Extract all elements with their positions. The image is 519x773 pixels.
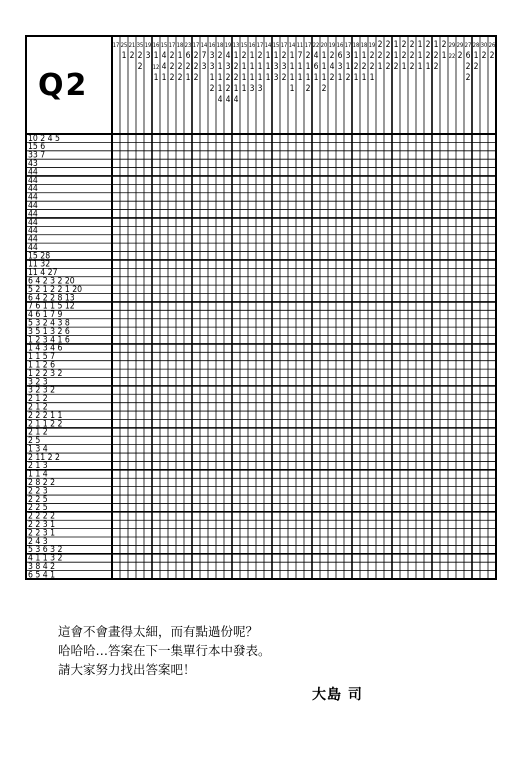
column-clue: 2 — [385, 51, 391, 61]
column-clue: 1 — [249, 62, 255, 72]
column-clue: 2 — [465, 73, 471, 83]
column-clue: 1 — [393, 40, 399, 50]
column-clue: 28 — [472, 42, 480, 49]
row-clue: 2 4 3 — [28, 536, 48, 547]
column-clue: 2 — [257, 51, 263, 61]
row-clue: 11 32 — [28, 259, 51, 270]
column-clue: 1 — [273, 51, 279, 61]
row-clue: 3 2 3 — [28, 377, 48, 388]
row-clue: 6 4 2 2 8 13 — [28, 293, 75, 304]
row-clue: 1 1 5 7 — [28, 352, 56, 363]
column-clue: 17 — [344, 42, 352, 49]
column-clue: 2 — [209, 84, 215, 94]
column-clue: 6 — [185, 51, 191, 61]
column-clue: 1 — [417, 62, 423, 72]
row-clue: 1 2 2 3 2 — [28, 368, 63, 379]
column-clue: 2 — [225, 84, 231, 94]
column-clue: 17 — [112, 42, 120, 49]
column-clue: 1 — [265, 73, 271, 83]
row-clue: 5 3 6 3 2 — [28, 545, 63, 556]
row-clue: 7 6 1 1 5 12 — [28, 301, 75, 312]
column-clue: 1 — [321, 51, 327, 61]
column-clue: 14 — [200, 42, 208, 49]
column-clue: 22 — [448, 53, 456, 60]
column-clue: 22 — [312, 42, 320, 49]
column-clue: 2 — [305, 84, 311, 94]
column-clue: 6 — [337, 51, 343, 61]
column-clue: 1 — [377, 62, 383, 72]
column-clue: 1 — [161, 73, 167, 83]
row-clue: 10 2 4 5 — [28, 133, 60, 144]
column-clue: 2 — [329, 51, 335, 61]
column-clue: 4 — [161, 51, 167, 61]
column-clue: 19 — [224, 42, 232, 49]
row-clue: 2 2 3 1 — [28, 528, 56, 539]
row-clue: 2 11 2 2 — [28, 452, 60, 463]
row-clue: 2 2 5 — [28, 503, 48, 514]
column-clue: 7 — [201, 51, 207, 61]
row-clue: 2 8 2 2 — [28, 478, 56, 489]
column-clue: 2 — [377, 51, 383, 61]
column-clue: 2 — [177, 73, 183, 83]
column-clue: 2 — [281, 73, 287, 83]
column-clue: 2 — [489, 51, 495, 61]
column-clue: 1 — [217, 73, 223, 83]
column-clue: 2 — [225, 73, 231, 83]
column-clue: 4 — [217, 95, 223, 105]
column-clue: 16 — [208, 42, 216, 49]
column-clue: 2 — [361, 62, 367, 72]
column-clue: 29 — [448, 42, 456, 49]
column-clue: 2 — [233, 73, 239, 83]
column-clue: 2 — [137, 51, 143, 61]
row-clue: 5 2 1 2 2 1 20 — [28, 284, 83, 295]
column-clue: 2 — [401, 40, 407, 50]
column-clue: 2 — [473, 62, 479, 72]
column-clue: 2 — [193, 51, 199, 61]
column-clue: 4 — [225, 95, 231, 105]
column-clue: 1 — [289, 73, 295, 83]
column-clue: 1 — [417, 51, 423, 61]
column-clue: 1 — [353, 73, 359, 83]
column-clue: 1 — [297, 62, 303, 72]
column-clue: 2 — [177, 62, 183, 72]
row-clue: 11 4 27 — [28, 268, 58, 279]
column-clue: 12 — [152, 64, 160, 71]
column-clue: 1 — [393, 51, 399, 61]
row-clue: 44 — [28, 226, 38, 237]
column-clue: 35 — [136, 42, 144, 49]
column-clue: 3 — [273, 62, 279, 72]
caption-line-3: 請大家努力找出答案吧！ — [58, 662, 196, 677]
row-clue: 1 1 4 — [28, 469, 48, 480]
column-clue: 2 — [169, 62, 175, 72]
column-clue: 6 — [313, 62, 319, 72]
row-clue: 3 5 1 3 2 6 — [28, 326, 70, 337]
column-clue: 14 — [264, 42, 272, 49]
row-clue: 44 — [28, 175, 38, 186]
column-clue: 1 — [217, 62, 223, 72]
column-clue: 2 — [345, 73, 351, 83]
column-clue: 1 — [361, 73, 367, 83]
row-clue: 2 1 1 2 2 — [28, 419, 63, 430]
caption-line-2: 哈哈哈…答案在下一集單行本中發表。 — [58, 643, 271, 658]
column-clue: 1 — [177, 51, 183, 61]
column-clue: 19 — [328, 42, 336, 49]
column-clue: 2 — [241, 51, 247, 61]
column-clue: 7 — [297, 51, 303, 61]
column-clue: 1 — [361, 51, 367, 61]
column-clue: 2 — [409, 51, 415, 61]
row-clue: 1 3 4 — [28, 444, 48, 455]
row-clue: 1 4 3 4 6 — [28, 343, 63, 354]
column-clue: 2 — [305, 51, 311, 61]
column-clue: 1 — [289, 62, 295, 72]
column-clue: 1 — [121, 51, 127, 61]
column-clue: 1 — [265, 51, 271, 61]
column-clue: 1 — [433, 40, 439, 50]
column-clue: 1 — [217, 84, 223, 94]
row-clue: 4 1 1 3 2 — [28, 553, 63, 564]
row-clue: 44 — [28, 234, 38, 245]
column-clue: 2 — [433, 62, 439, 72]
column-clue: 2 — [233, 62, 239, 72]
column-clue: 23 — [184, 42, 192, 49]
column-clue: 3 — [273, 73, 279, 83]
column-clue: 2 — [353, 62, 359, 72]
column-clue: 1 — [337, 73, 343, 83]
row-clue: 5 3 2 4 3 8 — [28, 318, 70, 329]
column-clue: 1 — [249, 73, 255, 83]
column-clue: 2 — [393, 62, 399, 72]
row-clue: 2 2 5 — [28, 494, 48, 505]
column-clue: 3 — [145, 51, 151, 61]
column-clue: 2 — [217, 51, 223, 61]
puzzle-frame — [26, 36, 496, 579]
column-clue: 2 — [169, 51, 175, 61]
column-clue: 4 — [329, 62, 335, 72]
column-clue: 2 — [433, 51, 439, 61]
column-clue: 3 — [249, 84, 255, 94]
column-clue: 11 — [296, 42, 304, 49]
column-clue: 1 — [257, 62, 263, 72]
column-clue: 2 — [385, 40, 391, 50]
column-clue: 14 — [288, 42, 296, 49]
column-clue: 4 — [233, 95, 239, 105]
row-clue: 33 7 — [28, 150, 46, 161]
column-clue: 2 — [457, 51, 463, 61]
row-clue: 44 — [28, 167, 38, 178]
column-clue: 3 — [225, 62, 231, 72]
row-clue: 2 1 3 — [28, 461, 48, 472]
column-clue: 16 — [152, 42, 160, 49]
column-clue: 2 — [137, 62, 143, 72]
row-clue: 15 28 — [28, 251, 51, 262]
row-clue: 2 2 3 — [28, 486, 48, 497]
column-clue: 17 — [168, 42, 176, 49]
row-clue: 6 4 2 3 2 20 — [28, 276, 75, 287]
column-clue: 3 — [257, 84, 263, 94]
row-clue: 43 — [28, 158, 38, 169]
column-clue: 30 — [480, 42, 488, 49]
column-clue: 2 — [193, 73, 199, 83]
column-clue: 1 — [289, 51, 295, 61]
column-clue: 2 — [401, 51, 407, 61]
column-clue: 15 — [240, 42, 248, 49]
column-clue: 21 — [128, 42, 136, 49]
caption — [58, 622, 271, 679]
column-clue: 17 — [280, 42, 288, 49]
column-clue: 2 — [369, 51, 375, 61]
row-clue: 15 6 — [28, 142, 46, 153]
column-clue: 3 — [337, 62, 343, 72]
column-clue: 1 — [233, 84, 239, 94]
column-clue: 2 — [329, 73, 335, 83]
row-clue: 1 2 3 4 1 6 — [28, 335, 70, 346]
column-clue: 1 — [401, 62, 407, 72]
row-clue: 44 — [28, 200, 38, 211]
row-clue: 1 1 2 6 — [28, 360, 56, 371]
row-clue: 44 — [28, 192, 38, 203]
column-clue: 18 — [216, 42, 224, 49]
column-clue: 1 — [297, 73, 303, 83]
column-clue: 3 — [281, 62, 287, 72]
column-clue: 3 — [209, 51, 215, 61]
column-clue: 1 — [241, 62, 247, 72]
column-clue: 4 — [161, 62, 167, 72]
column-clue: 18 — [352, 42, 360, 49]
column-clue: 1 — [473, 51, 479, 61]
column-clue: 2 — [321, 84, 327, 94]
row-clue: 2 2 3 1 — [28, 520, 56, 531]
column-clue: 1 — [305, 73, 311, 83]
column-clue: 1 — [425, 62, 431, 72]
column-clue: 29 — [456, 42, 464, 49]
column-clue: 1 — [241, 84, 247, 94]
column-clue: 1 — [209, 73, 215, 83]
column-clue: 1 — [369, 73, 375, 83]
column-clue: 2 — [425, 51, 431, 61]
column-clue: 26 — [488, 42, 496, 49]
column-clue: 1 — [417, 40, 423, 50]
column-clue: 2 — [281, 51, 287, 61]
column-clue: 1 — [265, 62, 271, 72]
column-clue: 2 — [409, 62, 415, 72]
row-clue: 44 — [28, 217, 38, 228]
column-clue: 2 — [369, 62, 375, 72]
row-clue: 2 1 2 — [28, 427, 48, 438]
column-clue: 1 — [321, 73, 327, 83]
column-clue: 18 — [360, 42, 368, 49]
column-clue: 1 — [233, 51, 239, 61]
author-signature: 大島 司 — [312, 687, 363, 703]
row-clue: 6 5 4 1 — [28, 570, 56, 581]
column-clue: 1 — [153, 73, 159, 83]
column-clue: 13 — [232, 42, 240, 49]
column-clue: 4 — [225, 51, 231, 61]
column-clue: 15 — [272, 42, 280, 49]
column-clue: 2 — [465, 62, 471, 72]
column-clue: 1 — [289, 84, 295, 94]
column-clue: 19 — [144, 42, 152, 49]
column-clue: 6 — [465, 51, 471, 61]
column-clue: 16 — [248, 42, 256, 49]
column-clue: 1 — [185, 73, 191, 83]
column-clue: 1 — [313, 73, 319, 83]
row-clue: 44 — [28, 209, 38, 220]
column-clue: 15 — [160, 42, 168, 49]
column-clue: 3 — [201, 62, 207, 72]
column-clue: 4 — [313, 51, 319, 61]
column-clue: 1 — [353, 51, 359, 61]
column-clue: 1 — [241, 73, 247, 83]
column-clue: 3 — [345, 51, 351, 61]
puzzle-title: Q2 — [38, 68, 89, 103]
row-clue: 3 2 3 2 — [28, 385, 56, 396]
column-clue: 1 — [345, 62, 351, 72]
column-clue: 27 — [464, 42, 472, 49]
column-clue: 1 — [305, 62, 311, 72]
column-clue: 1 — [257, 73, 263, 83]
column-clue: 1 — [153, 51, 159, 61]
column-clue: 2 — [441, 40, 447, 50]
column-clue: 2 — [409, 40, 415, 50]
column-clue: 2 — [129, 51, 135, 61]
column-clue: 2 — [185, 62, 191, 72]
row-clue: 2 2 2 2 — [28, 511, 56, 522]
column-clue: 25 — [120, 42, 128, 49]
column-clue: 2 — [385, 62, 391, 72]
caption-line-1: 這會不會畫得太細，而有點過份呢？ — [58, 624, 259, 639]
column-clue: 2 — [425, 40, 431, 50]
column-clue: 2 — [481, 51, 487, 61]
column-clue: 1 — [249, 51, 255, 61]
row-clue: 2 1 2 — [28, 394, 48, 405]
column-clue: 17 — [192, 42, 200, 49]
column-clue: 18 — [176, 42, 184, 49]
row-clue: 44 — [28, 184, 38, 195]
column-clue: 17 — [304, 42, 312, 49]
row-clue: 2 1 2 — [28, 402, 48, 413]
column-clue: 2 — [169, 73, 175, 83]
column-clue: 2 — [377, 40, 383, 50]
row-clue: 3 8 4 2 — [28, 562, 56, 573]
row-clue: 2 5 — [28, 436, 41, 447]
column-clue: 17 — [256, 42, 264, 49]
row-clue: 44 — [28, 242, 38, 253]
row-clue: 4 6 1 7 9 — [28, 310, 63, 321]
column-clue: 20 — [320, 42, 328, 49]
column-clue: 16 — [336, 42, 344, 49]
row-clue: 2 2 2 1 1 — [28, 410, 63, 421]
column-clue: 3 — [209, 62, 215, 72]
column-clue: 1 — [321, 62, 327, 72]
column-clue: 1 — [441, 51, 447, 61]
column-clue: 19 — [368, 42, 376, 49]
column-clue: 2 — [193, 62, 199, 72]
